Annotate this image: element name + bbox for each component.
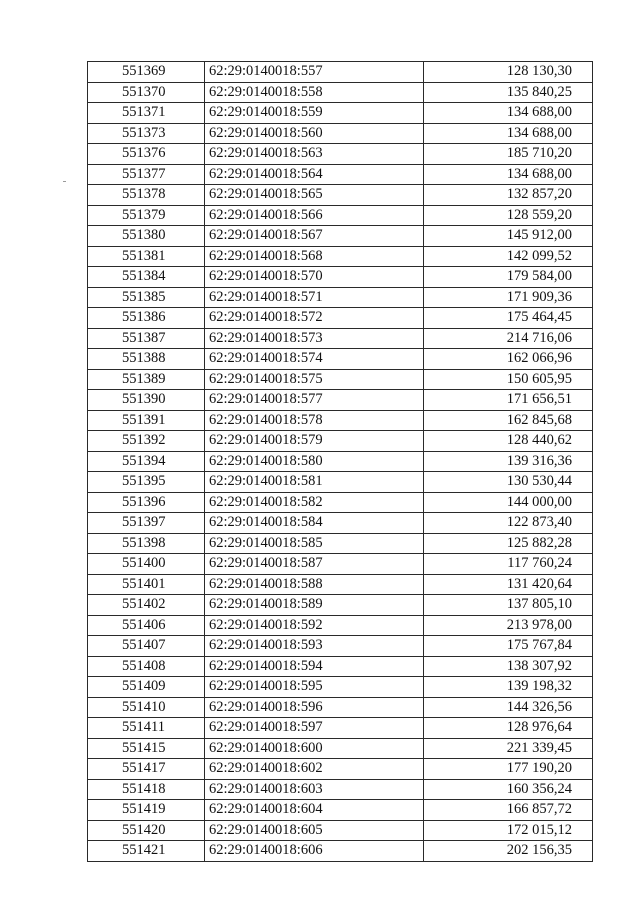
table-row — [88, 369, 593, 390]
record-number-cell: 551394 — [88, 451, 205, 472]
record-number-cell: 551385 — [88, 287, 205, 308]
record-number-cell: 551410 — [88, 697, 205, 718]
table-row — [88, 103, 593, 124]
cadastral-number-cell: 62:29:0140018:571 — [205, 287, 424, 308]
record-number-cell: 551396 — [88, 492, 205, 513]
value-cell: 171 909,36 — [424, 287, 593, 308]
table-row — [88, 164, 593, 185]
cadastral-number-cell: 62:29:0140018:557 — [205, 62, 424, 83]
table-row — [88, 513, 593, 534]
value-cell: 128 559,20 — [424, 205, 593, 226]
value-cell: 138 307,92 — [424, 656, 593, 677]
table-row — [88, 759, 593, 780]
record-number-cell: 551371 — [88, 103, 205, 124]
record-number-cell: 551377 — [88, 164, 205, 185]
record-number-cell: 551381 — [88, 246, 205, 267]
record-number-cell: 551419 — [88, 800, 205, 821]
value-cell: 179 584,00 — [424, 267, 593, 288]
value-cell: 122 873,40 — [424, 513, 593, 534]
record-number-cell: 551369 — [88, 62, 205, 83]
value-cell: 145 912,00 — [424, 226, 593, 247]
record-number-cell: 551392 — [88, 431, 205, 452]
record-number-cell: 551406 — [88, 615, 205, 636]
cadastral-number-cell: 62:29:0140018:572 — [205, 308, 424, 329]
cadastral-number-cell: 62:29:0140018:574 — [205, 349, 424, 370]
record-number-cell: 551402 — [88, 595, 205, 616]
cadastral-number-cell: 62:29:0140018:604 — [205, 800, 424, 821]
table-row — [88, 82, 593, 103]
cadastral-number-cell: 62:29:0140018:593 — [205, 636, 424, 657]
table-row — [88, 123, 593, 144]
cadastral-number-cell: 62:29:0140018:564 — [205, 164, 424, 185]
table-row — [88, 841, 593, 862]
cadastral-number-cell: 62:29:0140018:596 — [205, 697, 424, 718]
record-number-cell: 551379 — [88, 205, 205, 226]
value-cell: 134 688,00 — [424, 164, 593, 185]
cadastral-number-cell: 62:29:0140018:575 — [205, 369, 424, 390]
record-number-cell: 551417 — [88, 759, 205, 780]
cadastral-number-cell: 62:29:0140018:581 — [205, 472, 424, 493]
record-number-cell: 551380 — [88, 226, 205, 247]
value-cell: 213 978,00 — [424, 615, 593, 636]
value-cell: 160 356,24 — [424, 779, 593, 800]
table-row — [88, 492, 593, 513]
scan-speck — [63, 181, 66, 182]
record-number-cell: 551384 — [88, 267, 205, 288]
table-row — [88, 390, 593, 411]
cadastral-number-cell: 62:29:0140018:565 — [205, 185, 424, 206]
value-cell: 144 326,56 — [424, 697, 593, 718]
value-cell: 134 688,00 — [424, 103, 593, 124]
table-row — [88, 308, 593, 329]
record-number-cell: 551389 — [88, 369, 205, 390]
cadastral-number-cell: 62:29:0140018:605 — [205, 820, 424, 841]
table-row — [88, 697, 593, 718]
table-row — [88, 554, 593, 575]
table-row — [88, 287, 593, 308]
table-row — [88, 144, 593, 165]
cadastral-number-cell: 62:29:0140018:573 — [205, 328, 424, 349]
cadastral-number-cell: 62:29:0140018:606 — [205, 841, 424, 862]
table-row — [88, 738, 593, 759]
value-cell: 139 316,36 — [424, 451, 593, 472]
value-cell: 172 015,12 — [424, 820, 593, 841]
table-row — [88, 328, 593, 349]
table-body — [88, 62, 593, 862]
record-number-cell: 551411 — [88, 718, 205, 739]
record-number-cell: 551390 — [88, 390, 205, 411]
record-number-cell: 551415 — [88, 738, 205, 759]
record-number-cell: 551407 — [88, 636, 205, 657]
table-row — [88, 820, 593, 841]
value-cell: 135 840,25 — [424, 82, 593, 103]
table-row — [88, 677, 593, 698]
cadastral-value-table — [87, 61, 593, 862]
record-number-cell: 551378 — [88, 185, 205, 206]
cadastral-number-cell: 62:29:0140018:568 — [205, 246, 424, 267]
cadastral-number-cell: 62:29:0140018:560 — [205, 123, 424, 144]
document-table-container — [87, 61, 592, 862]
table-row — [88, 267, 593, 288]
record-number-cell: 551400 — [88, 554, 205, 575]
value-cell: 162 845,68 — [424, 410, 593, 431]
value-cell: 130 530,44 — [424, 472, 593, 493]
cadastral-number-cell: 62:29:0140018:567 — [205, 226, 424, 247]
cadastral-number-cell: 62:29:0140018:570 — [205, 267, 424, 288]
cadastral-number-cell: 62:29:0140018:584 — [205, 513, 424, 534]
value-cell: 131 420,64 — [424, 574, 593, 595]
value-cell: 128 440,62 — [424, 431, 593, 452]
record-number-cell: 551370 — [88, 82, 205, 103]
value-cell: 150 605,95 — [424, 369, 593, 390]
table-row — [88, 226, 593, 247]
record-number-cell: 551391 — [88, 410, 205, 431]
table-row — [88, 595, 593, 616]
cadastral-number-cell: 62:29:0140018:578 — [205, 410, 424, 431]
table-row — [88, 349, 593, 370]
value-cell: 214 716,06 — [424, 328, 593, 349]
record-number-cell: 551373 — [88, 123, 205, 144]
cadastral-number-cell: 62:29:0140018:603 — [205, 779, 424, 800]
value-cell: 202 156,35 — [424, 841, 593, 862]
cadastral-number-cell: 62:29:0140018:597 — [205, 718, 424, 739]
cadastral-number-cell: 62:29:0140018:582 — [205, 492, 424, 513]
value-cell: 175 464,45 — [424, 308, 593, 329]
cadastral-number-cell: 62:29:0140018:588 — [205, 574, 424, 595]
cadastral-number-cell: 62:29:0140018:602 — [205, 759, 424, 780]
cadastral-number-cell: 62:29:0140018:594 — [205, 656, 424, 677]
cadastral-number-cell: 62:29:0140018:589 — [205, 595, 424, 616]
cadastral-number-cell: 62:29:0140018:580 — [205, 451, 424, 472]
table-row — [88, 431, 593, 452]
record-number-cell: 551421 — [88, 841, 205, 862]
cadastral-number-cell: 62:29:0140018:579 — [205, 431, 424, 452]
value-cell: 166 857,72 — [424, 800, 593, 821]
cadastral-number-cell: 62:29:0140018:566 — [205, 205, 424, 226]
record-number-cell: 551408 — [88, 656, 205, 677]
record-number-cell: 551376 — [88, 144, 205, 165]
cadastral-number-cell: 62:29:0140018:587 — [205, 554, 424, 575]
table-row — [88, 800, 593, 821]
cadastral-number-cell: 62:29:0140018:577 — [205, 390, 424, 411]
value-cell: 221 339,45 — [424, 738, 593, 759]
record-number-cell: 551401 — [88, 574, 205, 595]
table-row — [88, 533, 593, 554]
value-cell: 139 198,32 — [424, 677, 593, 698]
cadastral-number-cell: 62:29:0140018:585 — [205, 533, 424, 554]
value-cell: 185 710,20 — [424, 144, 593, 165]
table-row — [88, 472, 593, 493]
record-number-cell: 551418 — [88, 779, 205, 800]
record-number-cell: 551420 — [88, 820, 205, 841]
value-cell: 144 000,00 — [424, 492, 593, 513]
cadastral-number-cell: 62:29:0140018:600 — [205, 738, 424, 759]
record-number-cell: 551409 — [88, 677, 205, 698]
table-row — [88, 62, 593, 83]
table-row — [88, 656, 593, 677]
value-cell: 177 190,20 — [424, 759, 593, 780]
record-number-cell: 551398 — [88, 533, 205, 554]
record-number-cell: 551397 — [88, 513, 205, 534]
cadastral-number-cell: 62:29:0140018:592 — [205, 615, 424, 636]
value-cell: 171 656,51 — [424, 390, 593, 411]
table-row — [88, 205, 593, 226]
value-cell: 162 066,96 — [424, 349, 593, 370]
value-cell: 142 099,52 — [424, 246, 593, 267]
table-row — [88, 451, 593, 472]
value-cell: 137 805,10 — [424, 595, 593, 616]
record-number-cell: 551395 — [88, 472, 205, 493]
record-number-cell: 551387 — [88, 328, 205, 349]
cadastral-number-cell: 62:29:0140018:559 — [205, 103, 424, 124]
value-cell: 132 857,20 — [424, 185, 593, 206]
record-number-cell: 551388 — [88, 349, 205, 370]
table-row — [88, 410, 593, 431]
cadastral-number-cell: 62:29:0140018:595 — [205, 677, 424, 698]
table-row — [88, 779, 593, 800]
table-row — [88, 185, 593, 206]
value-cell: 175 767,84 — [424, 636, 593, 657]
value-cell: 128 130,30 — [424, 62, 593, 83]
table-row — [88, 574, 593, 595]
cadastral-number-cell: 62:29:0140018:563 — [205, 144, 424, 165]
value-cell: 125 882,28 — [424, 533, 593, 554]
value-cell: 117 760,24 — [424, 554, 593, 575]
value-cell: 134 688,00 — [424, 123, 593, 144]
table-row — [88, 636, 593, 657]
table-row — [88, 246, 593, 267]
table-row — [88, 615, 593, 636]
cadastral-number-cell: 62:29:0140018:558 — [205, 82, 424, 103]
value-cell: 128 976,64 — [424, 718, 593, 739]
record-number-cell: 551386 — [88, 308, 205, 329]
table-row — [88, 718, 593, 739]
